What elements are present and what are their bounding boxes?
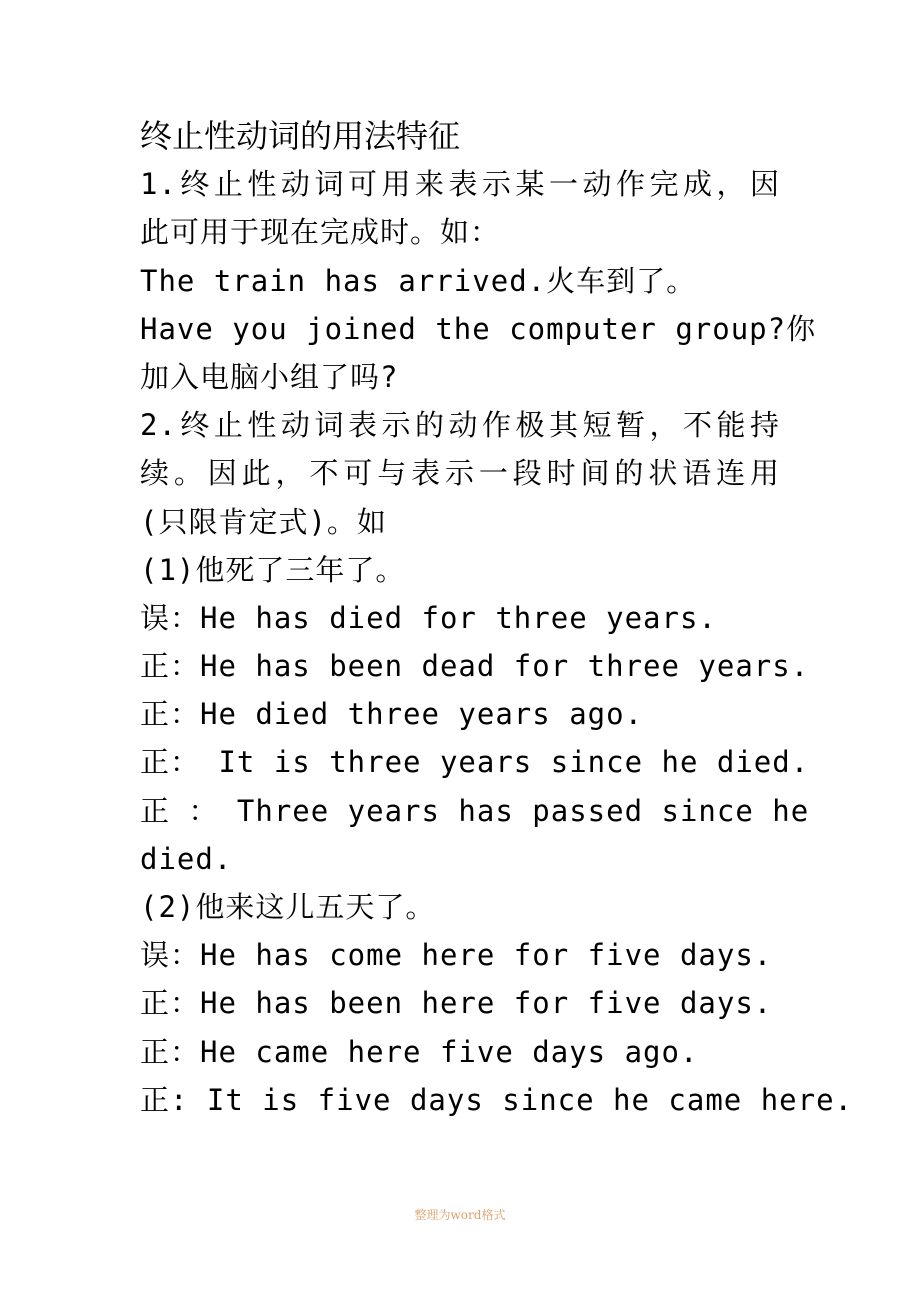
text-line: (只限肯定式)。如 (140, 504, 387, 539)
text-line: (1)他死了三年了。 (140, 552, 406, 587)
text-line: died. (140, 841, 233, 876)
text-line: 正: It is five days since he came here. (140, 1082, 854, 1117)
text-line: 此可用于现在完成时。如： (140, 215, 501, 250)
text-line: Have you joined the computer group?你 (140, 311, 817, 346)
text-line: 正：He died three years ago. (140, 697, 644, 732)
page-title: 终止性动词的用法特征 (140, 117, 461, 155)
text-line: 误：He has come here for five days. (140, 938, 773, 973)
text-line: 1.终止性动词可用来表示某一动作完成，因 (140, 167, 780, 202)
document-body (140, 112, 854, 1124)
page-footer: 整理为word格式 (414, 1208, 506, 1222)
text-line: 正：He came here five days ago. (140, 1034, 699, 1069)
text-line: 正：He has been here for five days. (140, 986, 773, 1021)
text-line: 正：He has been dead for three years. (140, 649, 810, 684)
text-line: 正 ： Three years has passed since he (140, 793, 810, 828)
text-line: (2)他来这儿五天了。 (140, 890, 436, 924)
text-line: 正： It is three years since he died. (140, 745, 810, 780)
text-line: 误：He has died for three years. (140, 600, 717, 635)
text-line: The train has arrived.火车到了。 (140, 263, 697, 298)
text-line: 续。因此，不可与表示一段时间的状语连用 (140, 456, 780, 491)
text-line: 加入电脑小组了吗? (140, 359, 399, 394)
text-line: 2.终止性动词表示的动作极其短暂，不能持 (140, 408, 780, 443)
